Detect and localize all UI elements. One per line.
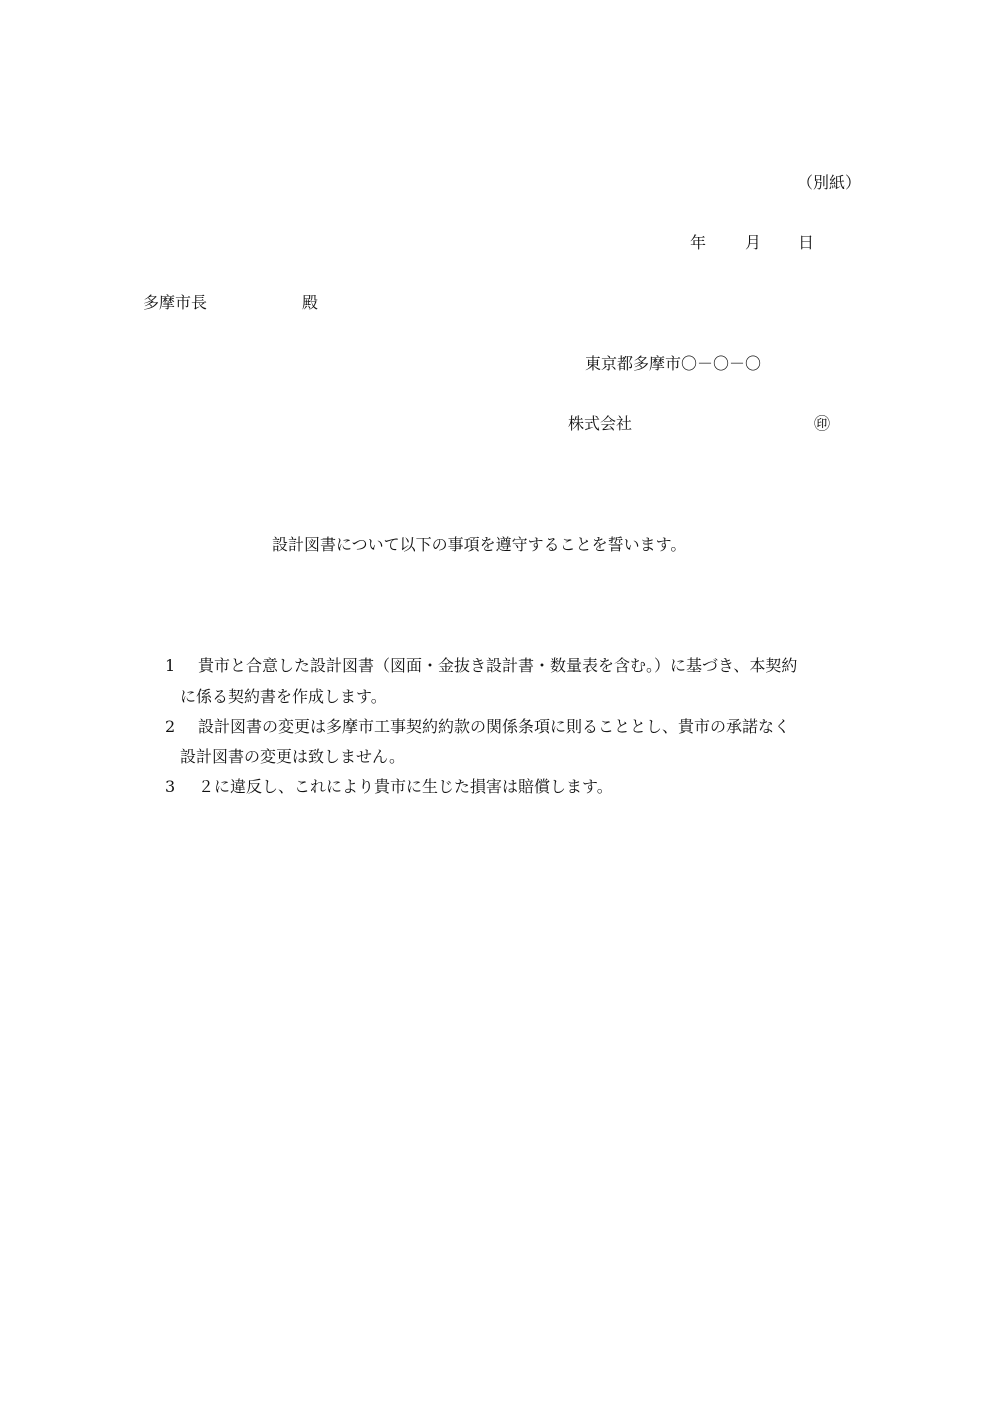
addressee-name: 多摩市長 [143,293,208,312]
date-month-label: 月 [745,233,762,252]
seal-mark: ㊞ [814,414,831,433]
item-text-line: 貴市と合意した設計図書（図面・金抜き設計書・数量表を含む。）に基づき、本契約 [198,656,798,675]
pledge-statement: 設計図書について以下の事項を遵守することを誓います。 [272,535,687,554]
item-number: 1 [165,656,176,675]
addressee-honorific: 殿 [302,293,319,312]
item-number: 2 [165,717,176,736]
item-text-line: に係る契約書を作成します。 [180,687,387,706]
date-day-label: 日 [798,233,815,252]
item-text-line: 設計図書の変更は致しません。 [180,747,405,766]
item-text-line: ２に違反し、これにより貴市に生じた損害は賠償します。 [198,777,613,796]
date-year-label: 年 [690,233,707,252]
item-text-line: 設計図書の変更は多摩市工事契約約款の関係条項に則ることとし、貴市の承諾なく [198,717,791,736]
attachment-label: （別紙） [797,173,862,192]
item-number: 3 [165,777,176,796]
sender-company: 株式会社 [568,414,633,433]
sender-address: 東京都多摩市〇－〇－〇 [585,354,762,373]
